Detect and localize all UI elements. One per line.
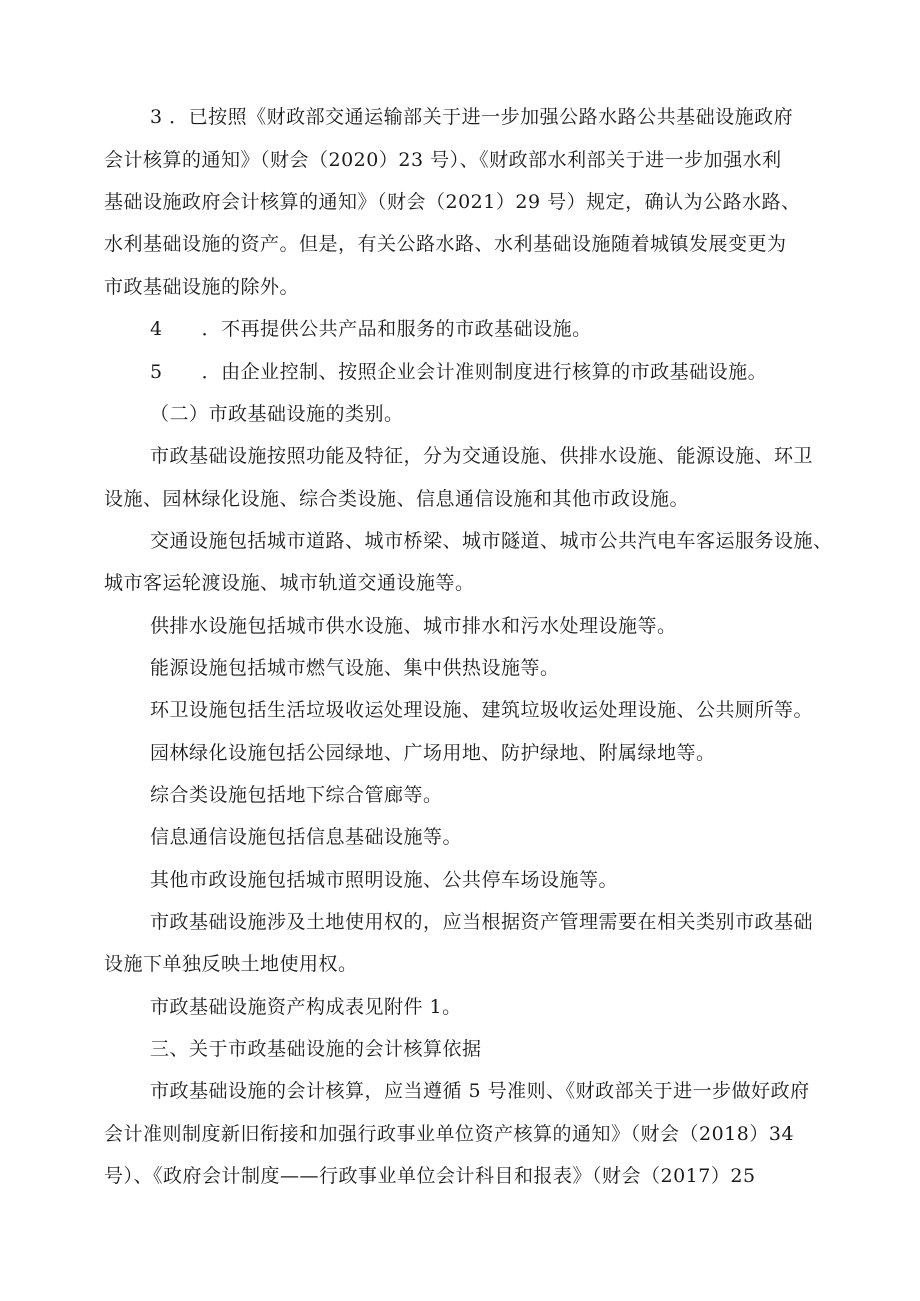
paragraph-line: 综合类设施包括地下综合管廊等。 [150,784,443,806]
paragraph-line: 园林绿化设施包括公园绿地、广场用地、防护绿地、附属绿地等。 [150,742,716,764]
paragraph-line: 市政基础设施的除外。 [104,276,300,298]
paragraph-line: 市政基础设施按照功能及特征，分为交通设施、供排水设施、能源设施、环卫 [150,445,814,467]
paragraph-line: 水利基础设施的资产。但是，有关公路水路、水利基础设施随着城镇发展变更为 [104,233,787,255]
paragraph-line: 环卫设施包括生活垃圾收运处理设施、建筑垃圾收运处理设施、公共厕所等。 [150,699,814,721]
paragraph-line: 信息通信设施包括信息基础设施等。 [150,826,463,848]
paragraph-line: 供排水设施包括城市供水设施、城市排水和污水处理设施等。 [150,615,677,637]
section-heading: 三、关于市政基础设施的会计核算依据 [150,1038,482,1060]
paragraph-line: 会计准则制度新旧衔接和加强行政事业单位资产核算的通知》（财会（2018）34 [104,1123,795,1145]
paragraph-line: 会计核算的通知》（财会（2020）23 号）、《财政部水利部关于进一步加强水利 [104,149,782,171]
paragraph-line: 3 ．已按照《财政部交通运输部关于进一步加强公路水路公共基础设施政府 [150,106,794,128]
paragraph-line: 交通设施包括城市道路、城市桥梁、城市隧道、城市公共汽电车客运服务设施、 [150,530,833,552]
paragraph-line: 能源设施包括城市燃气设施、集中供热设施等。 [150,657,560,679]
paragraph-line: 号）、《政府会计制度——行政事业单位会计科目和报表》（财会（2017）25 [104,1165,756,1187]
paragraph-line: 设施下单独反映土地使用权。 [104,953,358,975]
paragraph-line: 5 ．由企业控制、按照企业会计准则制度进行核算的市政基础设施。 [150,361,768,383]
paragraph-line: 市政基础设施的会计核算，应当遵循 5 号准则、《财政部关于进一步做好政府 [150,1080,810,1102]
paragraph-line: 4 ．不再提供公共产品和服务的市政基础设施。 [150,318,592,340]
paragraph-line: 市政基础设施涉及土地使用权的，应当根据资产管理需要在相关类别市政基础 [150,911,814,933]
paragraph-line: 基础设施政府会计核算的通知》（财会（2021）29 号）规定，确认为公路水路、 [104,191,801,213]
paragraph-line: 其他市政设施包括城市照明设施、公共停车场设施等。 [150,869,619,891]
paragraph-line: 城市客运轮渡设施、城市轨道交通设施等。 [104,572,475,594]
paragraph-line: 设施、园林绿化设施、综合类设施、信息通信设施和其他市政设施。 [104,488,690,510]
section-heading: （二）市政基础设施的类别。 [150,403,404,425]
paragraph-line: 市政基础设施资产构成表见附件 1。 [150,996,462,1018]
